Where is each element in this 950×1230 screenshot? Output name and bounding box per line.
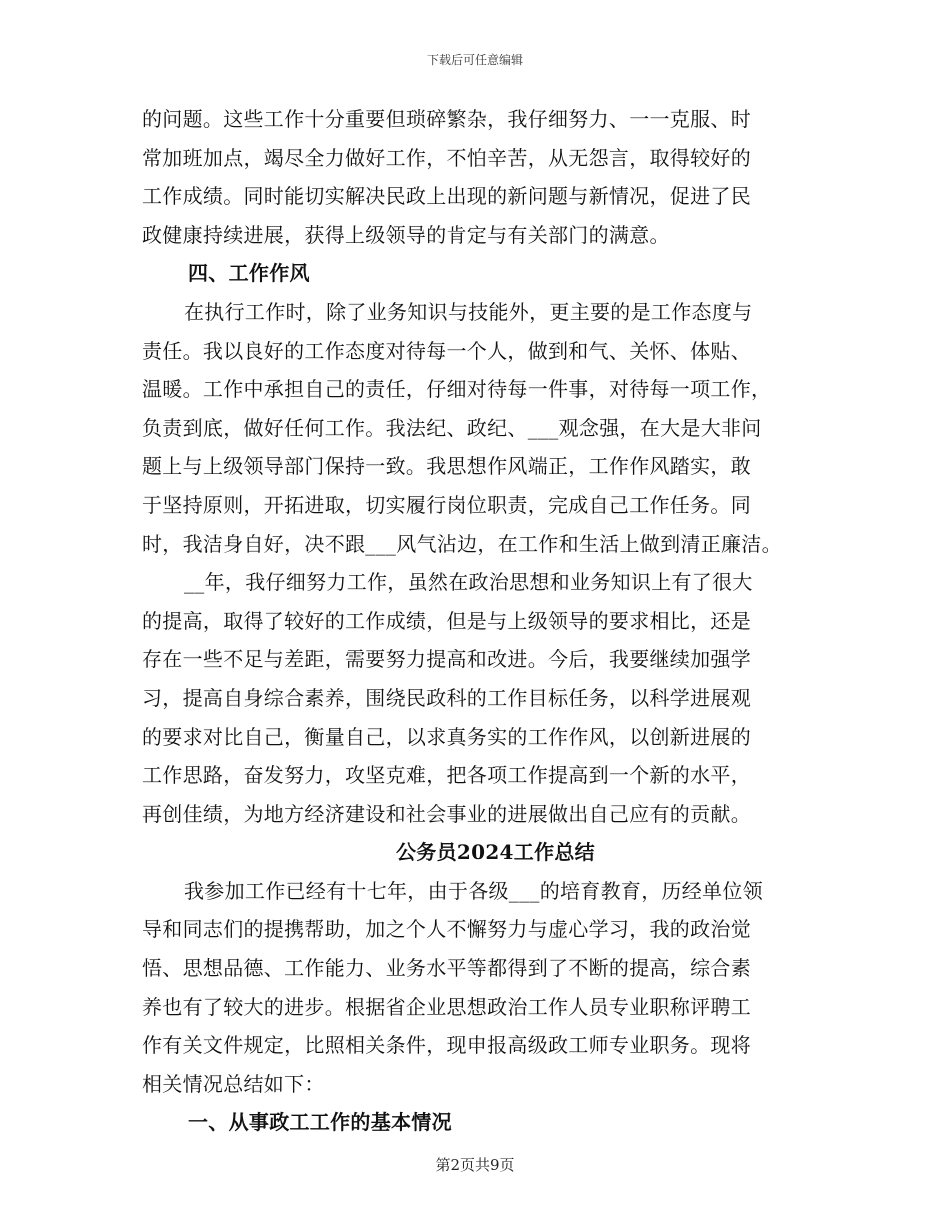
paragraph-line: 我参加工作已经有十七年，由于各级___的培育教育，历经单位领 <box>184 878 763 903</box>
paragraph-line: __年，我仔细努力工作，虽然在政治思想和业务知识上有了很大 <box>184 570 753 595</box>
paragraph-line: 时，我洁身自好，决不跟___风气沾边，在工作和生活上做到清正廉洁。 <box>142 531 782 556</box>
document-body <box>142 100 822 1142</box>
paragraph-line: 责任。我以良好的工作态度对待每一个人，做到和气、关怀、体贴、 <box>142 338 751 363</box>
paragraph-line: 作有关文件规定，比照相关条件，现申报高级政工师专业职务。现将 <box>142 1033 751 1058</box>
paragraph-line: 工作思路，奋发努力，攻坚克难，把各项工作提高到一个新的水平， <box>142 763 751 788</box>
page-number: 第2页共9页 <box>435 1156 515 1174</box>
paragraph-line: 相关情况总结如下： <box>142 1071 325 1096</box>
paragraph-line: 的提高，取得了较好的工作成绩，但是与上级领导的要求相比，还是 <box>142 608 751 633</box>
paragraph-line: 工作成绩。同时能切实解决民政上出现的新问题与新情况，促进了民 <box>142 184 751 209</box>
paragraph-line: 题上与上级领导部门保持一致。我思想作风端正，工作作风踏实，敢 <box>142 454 751 479</box>
paragraph-line: 养也有了较大的进步。根据省企业思想政治工作人员专业职称评聘工 <box>142 994 751 1019</box>
section-heading: 一、从事政工工作的基本情况 <box>188 1110 452 1135</box>
paragraph-line: 导和同志们的提携帮助，加之个人不懈努力与虚心学习，我的政治觉 <box>142 917 751 942</box>
page-header: 下载后可任意编辑 <box>426 53 523 67</box>
paragraph-line: 温暖。工作中承担自己的责任，仔细对待每一件事，对待每一项工作， <box>142 377 772 402</box>
paragraph-line: 悟、思想品德、工作能力、业务水平等都得到了不断的提高，综合素 <box>142 956 751 981</box>
paragraph-line: 存在一些不足与差距，需要努力提高和改进。今后，我要继续加强学 <box>142 647 751 672</box>
paragraph-line: 的问题。这些工作十分重要但琐碎繁杂，我仔细努力、一一克服、时 <box>142 107 751 131</box>
paragraph-line: 习，提高自身综合素养，围绕民政科的工作目标任务，以科学进展观 <box>142 685 751 710</box>
document-title: 公务员2024工作总结 <box>396 840 595 865</box>
paragraph-line: 再创佳绩，为地方经济建设和社会事业的进展做出自己应有的贡献。 <box>142 801 751 826</box>
section-heading: 四、工作作风 <box>188 261 310 286</box>
paragraph-line: 政健康持续进展，获得上级领导的肯定与有关部门的满意。 <box>142 222 670 247</box>
paragraph-line: 常加班加点，竭尽全力做好工作，不怕辛苦，从无怨言，取得较好的 <box>142 145 751 170</box>
paragraph-line: 于坚持原则，开拓进取，切实履行岗位职责，完成自己工作任务。同 <box>142 492 751 517</box>
paragraph-line: 负责到底，做好任何工作。我法纪、政纪、___观念强，在大是大非问 <box>142 415 762 440</box>
paragraph-line: 的要求对比自己，衡量自己，以求真务实的工作作风，以创新进展的 <box>142 724 751 749</box>
paragraph-line: 在执行工作时，除了业务知识与技能外，更主要的是工作态度与 <box>184 299 753 324</box>
